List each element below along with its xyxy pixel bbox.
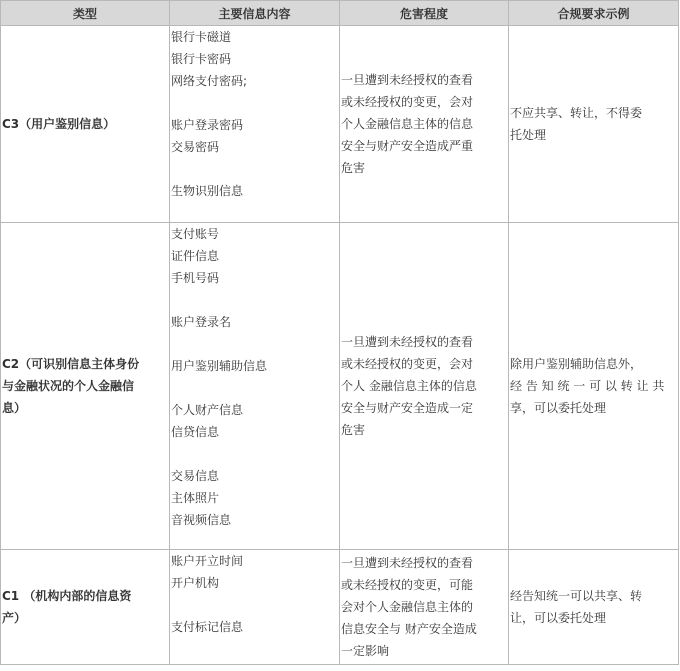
type-text: 产） (2, 611, 27, 625)
harm-line: 信息安全与 财产安全造成 (341, 622, 477, 636)
header-compliance-example: 合规要求示例 (509, 1, 679, 26)
header-info-content: 主要信息内容 (170, 1, 340, 26)
type-cell (1, 550, 170, 665)
compliance-cell (509, 223, 679, 550)
header-row (1, 1, 679, 26)
header-harm-level: 危害程度 (340, 1, 509, 26)
harm-line: 安全与财产安全造成一定 (341, 401, 474, 415)
info-item: 生物识别信息 (171, 184, 244, 198)
info-item: 个人财产信息 (171, 403, 244, 417)
harm-line: 一旦遭到未经授权的查看 (341, 556, 474, 570)
harm-line: 一旦遭到未经授权的查看 (341, 335, 474, 349)
info-item: 交易密码 (171, 140, 220, 154)
type-text: C2（可识别信息主体身份 (2, 357, 140, 371)
info-cell (170, 223, 340, 550)
table-row-c3 (1, 26, 679, 223)
info-item: 支付标记信息 (171, 620, 244, 634)
info-item: 交易信息 (171, 469, 220, 483)
compliance-line: 不应共享、转让，不得委 (510, 106, 643, 120)
compliance-line: 除用户鉴别辅助信息外， (510, 357, 643, 371)
info-item: 网络支付密码; (171, 74, 248, 88)
info-item: 银行卡密码 (171, 52, 232, 66)
info-spacer (171, 333, 338, 355)
info-spacer (171, 158, 338, 180)
info-item: 主体照片 (171, 491, 220, 505)
type-cell (1, 223, 170, 550)
harm-line: 或未经授权的变更，可能 (341, 578, 474, 592)
table-row-c1 (1, 550, 679, 665)
harm-line: 会对个人金融信息主体的 (341, 600, 474, 614)
compliance-cell (509, 26, 679, 223)
info-item: 信贷信息 (171, 425, 220, 439)
table-row-c2 (1, 223, 679, 550)
compliance-cell (509, 550, 679, 665)
info-item: 账户开立时间 (171, 554, 244, 568)
info-cell (170, 550, 340, 665)
info-item: 手机号码 (171, 271, 220, 285)
type-cell (1, 26, 170, 223)
info-item: 用户鉴别辅助信息 (171, 359, 268, 373)
info-spacer (171, 377, 338, 399)
info-item: 账户登录密码 (171, 118, 244, 132)
info-spacer (171, 443, 338, 465)
info-item: 开户机构 (171, 576, 220, 590)
harm-line: 或未经授权的变更，会对 (341, 95, 474, 109)
info-cell (170, 26, 340, 223)
header-type: 类型 (1, 1, 170, 26)
type-text: 息） (2, 401, 27, 415)
info-item: 支付账号 (171, 227, 220, 241)
info-spacer (171, 289, 338, 311)
type-text: C1 （机构内部的信息资 (2, 589, 132, 603)
harm-cell (340, 550, 509, 665)
harm-line: 安全与财产安全造成严重 (341, 139, 474, 153)
harm-line: 或未经授权的变更，会对 (341, 357, 474, 371)
type-text: C3（用户鉴别信息） (2, 117, 116, 131)
compliance-line: 享，可以委托处理 (510, 401, 607, 415)
harm-line: 个人金融信息主体的信息 (341, 117, 474, 131)
harm-cell (340, 26, 509, 223)
info-spacer (171, 92, 338, 114)
compliance-line: 经 告 知 统 一 可 以 转 让 共 (510, 379, 665, 393)
harm-line: 一定影响 (341, 644, 390, 658)
harm-line: 危害 (341, 161, 366, 175)
type-text: 与金融状况的个人金融信 (2, 379, 135, 393)
harm-line: 危害 (341, 423, 366, 437)
info-item: 银行卡磁道 (171, 30, 232, 44)
harm-cell (340, 223, 509, 550)
compliance-line: 让，可以委托处理 (510, 611, 607, 625)
harm-line: 一旦遭到未经授权的查看 (341, 73, 474, 87)
compliance-line: 经告知统一可以共享、转 (510, 589, 643, 603)
compliance-line: 托处理 (510, 128, 547, 142)
harm-line: 个人 金融信息主体的信息 (341, 379, 477, 393)
info-item: 账户登录名 (171, 315, 232, 329)
info-item: 证件信息 (171, 249, 220, 263)
info-item: 音视频信息 (171, 513, 232, 527)
info-spacer (171, 594, 338, 616)
